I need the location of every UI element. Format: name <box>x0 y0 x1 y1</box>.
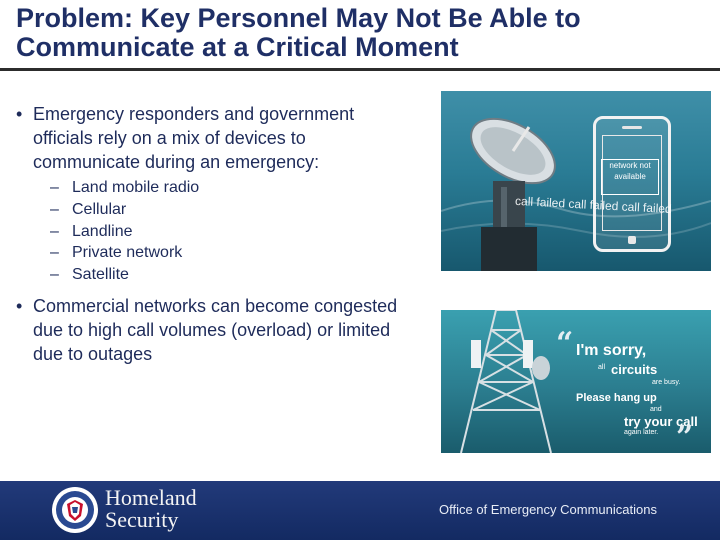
bullet-text: Commercial networks can become congested due to high call volumes (overload) or limited due to outages <box>33 295 398 364</box>
satellite-phone-image <box>441 91 711 271</box>
sub-item-text: Satellite <box>72 266 129 284</box>
bullet-item <box>16 102 416 286</box>
title-divider <box>0 68 720 71</box>
homeland-security-wordmark <box>105 487 197 531</box>
sub-marker: – <box>50 222 59 240</box>
quote-close-mark: ” <box>676 420 694 453</box>
brand-line: Homeland <box>105 485 197 510</box>
sub-item <box>50 177 416 199</box>
sub-marker: – <box>50 200 59 218</box>
sub-item <box>50 264 416 286</box>
quote-open-mark: “ <box>556 326 574 361</box>
bullet-marker: • <box>16 295 23 316</box>
msg-line: and <box>650 406 662 413</box>
msg-line: again later. <box>624 429 659 436</box>
footer-bar <box>0 481 720 540</box>
msg-line: Please hang up <box>576 392 657 404</box>
sub-item <box>50 221 416 243</box>
sub-marker: – <box>50 244 59 262</box>
sub-item <box>50 242 416 264</box>
office-name: Office of Emergency Communications <box>439 502 657 517</box>
network-status-box: network not available <box>601 159 659 195</box>
dhs-seal-icon <box>51 484 99 536</box>
bullet-item <box>16 294 416 366</box>
msg-line: all <box>598 364 606 371</box>
sub-item <box>50 199 416 221</box>
sub-list <box>33 177 416 286</box>
sub-item-text: Cellular <box>72 200 127 218</box>
bullet-marker: • <box>16 104 23 124</box>
bullet-text: Emergency responders and government officials rely on a mix of devices to communicate during an emergency: <box>33 104 355 172</box>
sub-item-text: Landline <box>72 222 133 240</box>
msg-line: are busy. <box>652 379 681 386</box>
sub-marker: – <box>50 266 59 284</box>
sub-item-text: Land mobile radio <box>72 179 200 196</box>
call-failed-text: call failed call failed call failed <box>514 193 673 217</box>
brand-line: Security <box>105 507 179 532</box>
sub-marker: – <box>50 179 59 196</box>
cell-tower-image <box>441 310 711 453</box>
bullet-list <box>16 102 416 366</box>
msg-line: try your call <box>624 414 698 429</box>
sub-item-text: Private network <box>72 244 183 262</box>
slide-title: Problem: Key Personnel May Not Be Able to Communicate at a Critical Moment <box>16 3 581 62</box>
msg-line: I'm sorry, <box>576 342 647 359</box>
msg-line: circuits <box>611 362 658 377</box>
